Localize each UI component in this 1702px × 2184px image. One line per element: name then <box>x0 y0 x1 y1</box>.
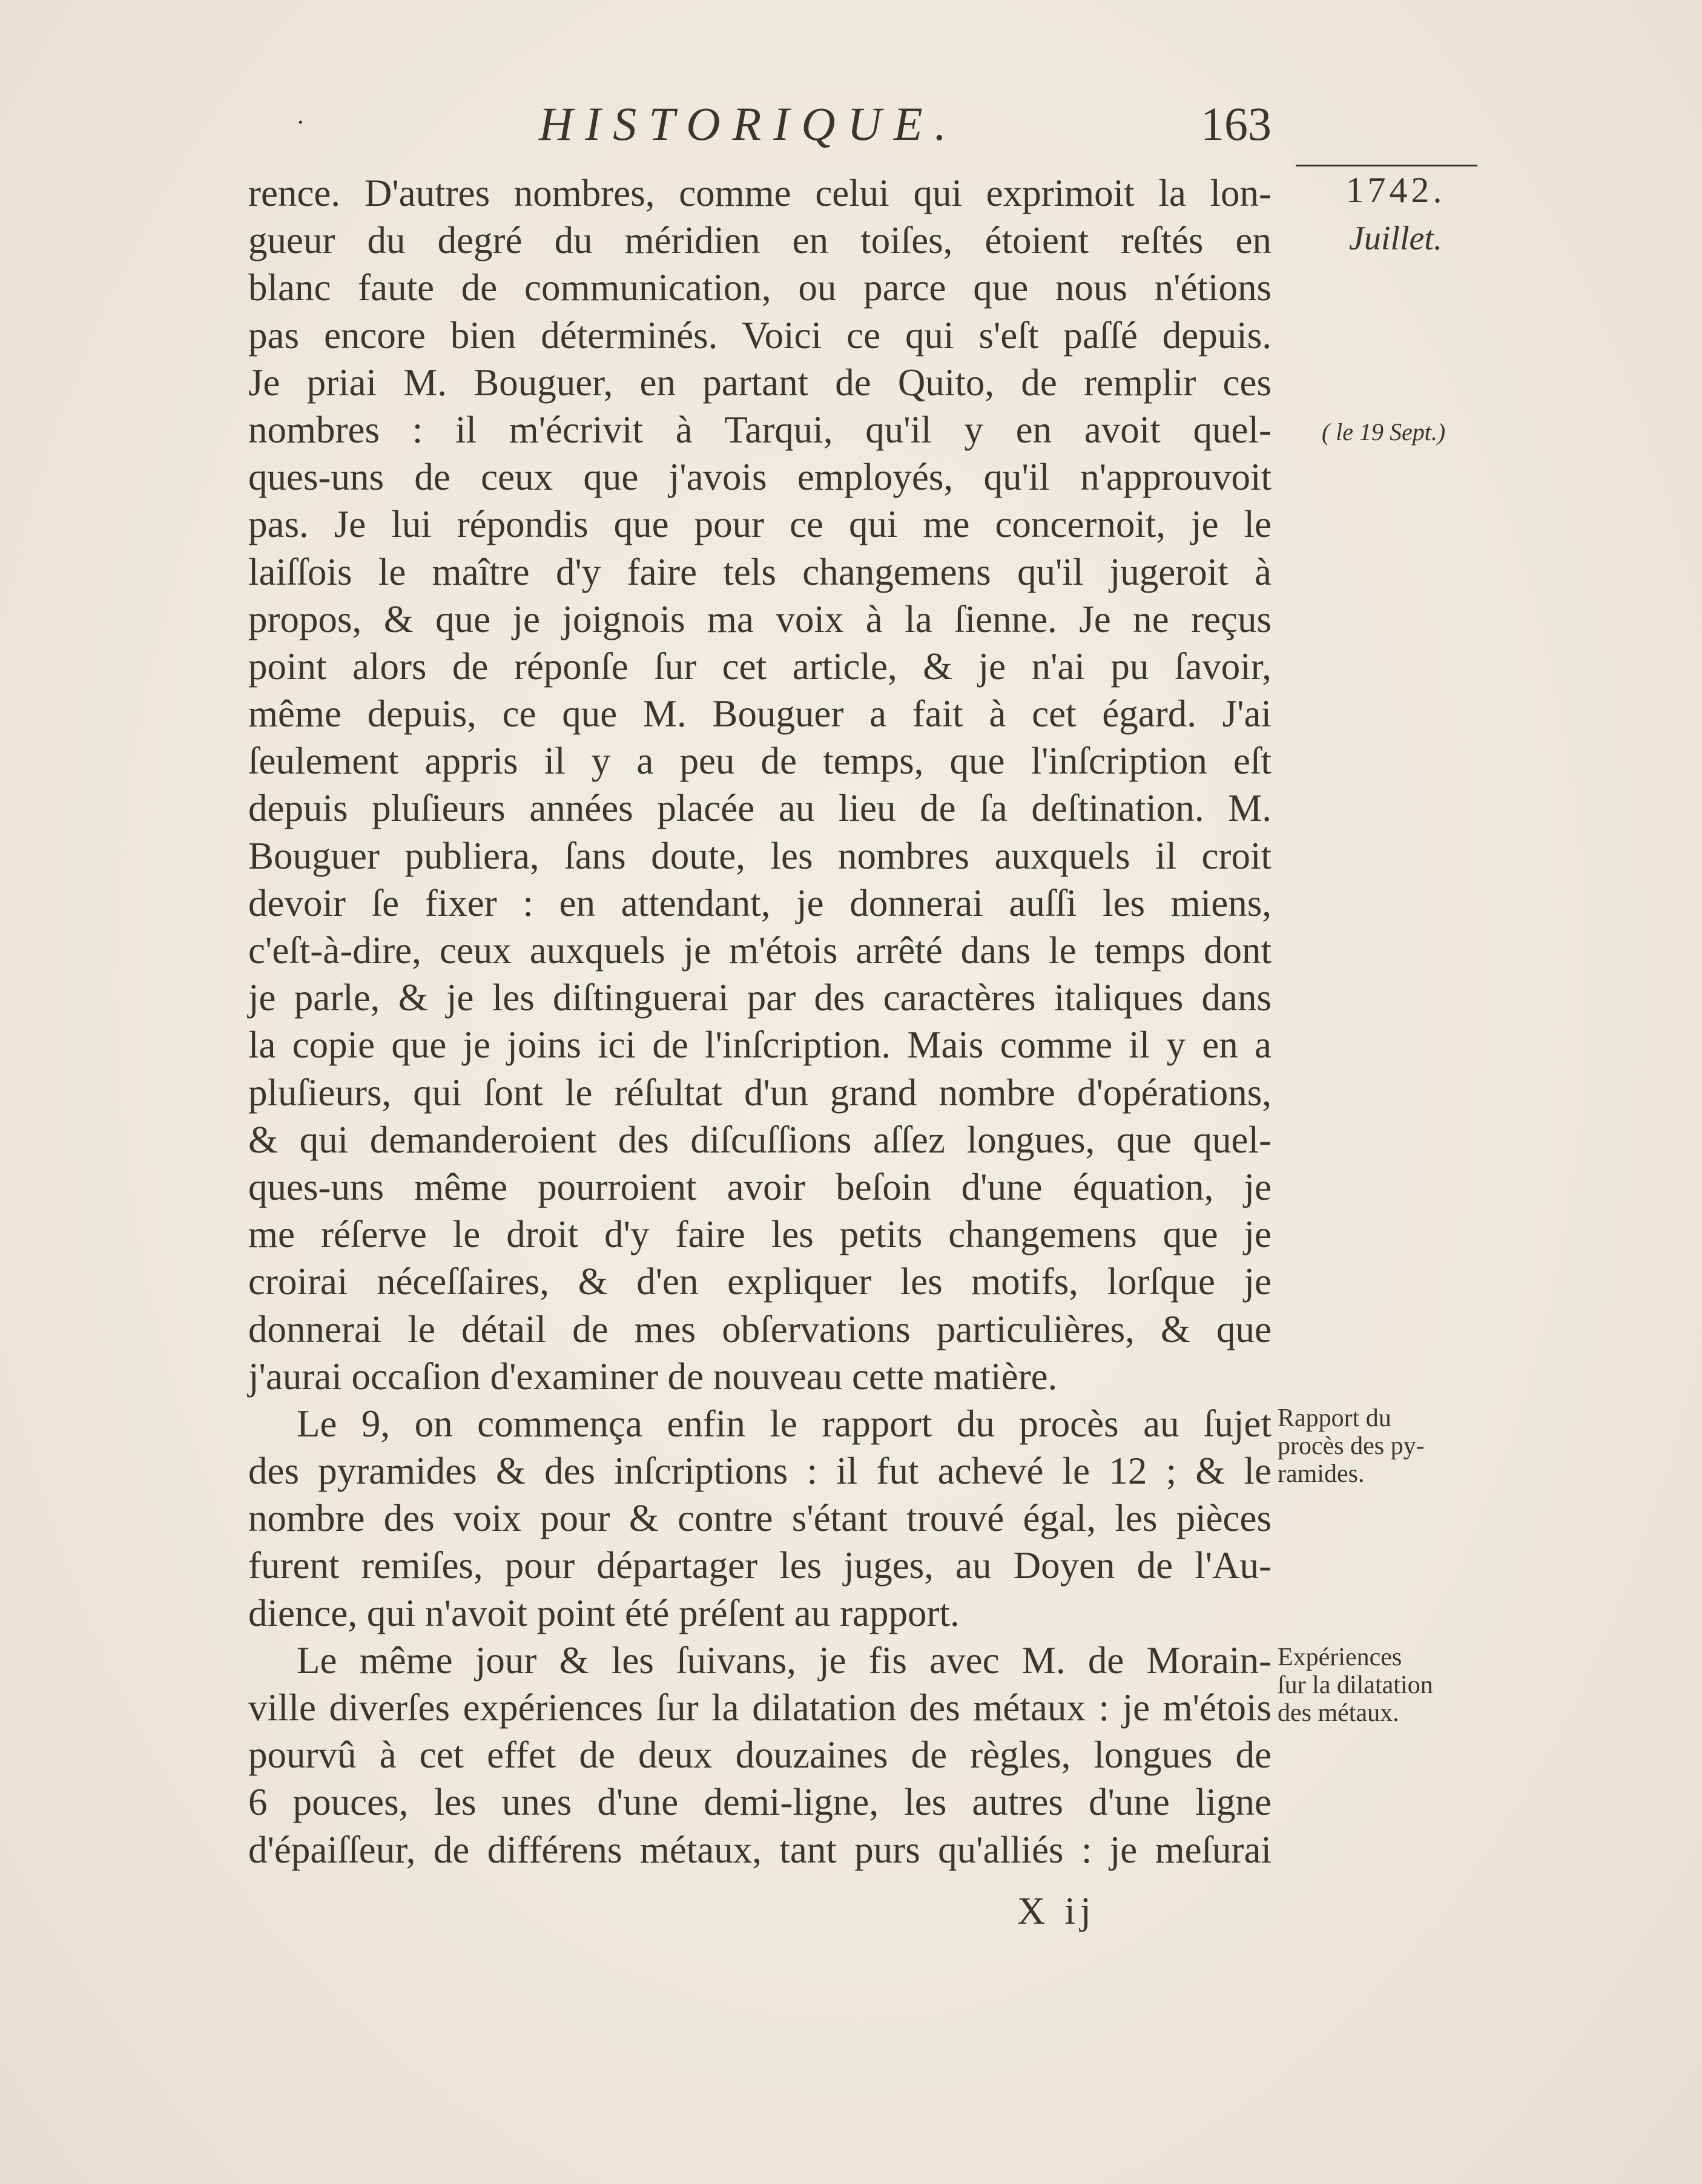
text-line: dience, qui n'avoit point été préſent au rapport. <box>248 1591 960 1634</box>
margin-note-line: des métaux. <box>1278 1699 1399 1727</box>
text-line: pourvû à cet effet de deux douzaines de règles, longues de <box>248 1734 1272 1777</box>
text-line: blanc faute de communication, ou parce que nous n'étions <box>248 266 1272 309</box>
text-line: laiſſois le maître d'y faire tels changemens qu'il jugeroit à <box>248 550 1272 593</box>
margin-note-line: ſur la dilatation <box>1278 1671 1433 1699</box>
text-line: Le même jour & les ſuivans, je fis avec M. de Morain- <box>297 1639 1272 1682</box>
text-line: pas. Je lui répondis que pour ce qui me concernoit, je le <box>248 503 1272 546</box>
text-line: donnerai le détail de mes obſervations particulières, & que <box>248 1307 1272 1350</box>
margin-note-line: procès des py- <box>1278 1432 1425 1460</box>
text-line: & qui demanderoient des diſcuſſions aſſez longues, que quel- <box>248 1118 1272 1161</box>
text-line: Le 9, on commença enfin le rapport du procès au ſujet <box>297 1402 1272 1445</box>
text-line: rence. D'autres nombres, comme celui qui exprimoit la lon- <box>248 172 1272 214</box>
text-line: nombres : il m'écrivit à Tarqui, qu'il y en avoit quel- <box>248 408 1272 451</box>
text-line: j'aurai occaſion d'examiner de nouveau cette matière. <box>248 1355 1058 1398</box>
text-line: depuis pluſieurs années placée au lieu de ſa deſtination. M. <box>248 787 1272 830</box>
text-line: ville diverſes expériences ſur la dilatation des métaux : je m'étois <box>248 1686 1272 1729</box>
header-title: HISTORIQUE. <box>539 97 959 150</box>
text-line: gueur du degré du méridien en toiſes, étoient reſtés en <box>248 219 1272 262</box>
text-line: je parle, & je les diſtinguerai par des caractères italiques dans <box>248 976 1272 1019</box>
text-line: 6 pouces, les unes d'une demi-ligne, les autres d'une ligne <box>248 1781 1272 1824</box>
body-text <box>248 169 1272 1873</box>
margin-note-rapport <box>1278 1404 1477 1488</box>
header-mark: · <box>297 109 305 137</box>
text-line: ques-uns de ceux que j'avois employés, qu'il n'approuvoit <box>248 456 1272 499</box>
text-line: propos, & que je joignois ma voix à la ſienne. Je ne reçus <box>248 597 1272 640</box>
text-line: croirai néceſſaires, & d'en expliquer les motifs, lorſque je <box>248 1260 1272 1303</box>
running-header <box>297 91 1296 157</box>
text-line: devoir ſe fixer : en attendant, je donnerai auſſi les miens, <box>248 881 1272 924</box>
margin-note-line: Expériences <box>1278 1643 1402 1671</box>
text-line: ques-uns même pourroient avoir beſoin d'une équation, je <box>248 1165 1272 1208</box>
margin-note-experiences <box>1278 1643 1477 1727</box>
text-line: pas encore bien déterminés. Voici ce qui s'eſt paſſé depuis. <box>248 314 1272 357</box>
margin-note-line: ramides. <box>1278 1460 1365 1488</box>
margin-date: ( le 19 Sept.) <box>1321 418 1446 446</box>
text-line: pluſieurs, qui ſont le réſultat d'un grand nombre d'opérations, <box>248 1071 1272 1114</box>
text-line: furent remiſes, pour départager les juges, au Doyen de l'Au- <box>248 1544 1272 1587</box>
text-line: Je priai M. Bouguer, en partant de Quito, de remplir ces <box>248 361 1272 404</box>
text-line: c'eſt-à-dire, ceux auxquels je m'étois arrêté dans le temps dont <box>248 929 1272 972</box>
text-line: Bouguer publiera, ſans doute, les nombres auxquels il croit <box>248 834 1272 877</box>
text-line: me réſerve le droit d'y faire les petits changemens que je <box>248 1213 1272 1256</box>
text-line: ſeulement appris il y a peu de temps, que l'inſcription eſt <box>248 740 1272 783</box>
margin-month: Juillet. <box>1349 220 1442 257</box>
text-line: la copie que je joins ici de l'inſcription. Mais comme il y en a <box>248 1024 1272 1067</box>
margin-year: 1742. <box>1345 170 1446 210</box>
text-line: nombre des voix pour & contre s'étant trouvé égal, les pièces <box>248 1497 1272 1540</box>
page-number: 163 <box>1201 97 1272 150</box>
text-line: même depuis, ce que M. Bouguer a fait à cet égard. J'ai <box>248 692 1272 735</box>
margin-note-line: Rapport du <box>1278 1404 1391 1432</box>
text-line: point alors de réponſe ſur cet article, & je n'ai pu ſavoir, <box>248 645 1272 688</box>
margin-rule <box>1296 165 1477 166</box>
text-line: d'épaiſſeur, de différens métaux, tant purs qu'alliés : je meſurai <box>248 1828 1272 1871</box>
text-line: des pyramides & des inſcriptions : il fut achevé le 12 ; & le <box>248 1450 1272 1493</box>
signature-mark: X ij <box>1017 1889 1096 1932</box>
